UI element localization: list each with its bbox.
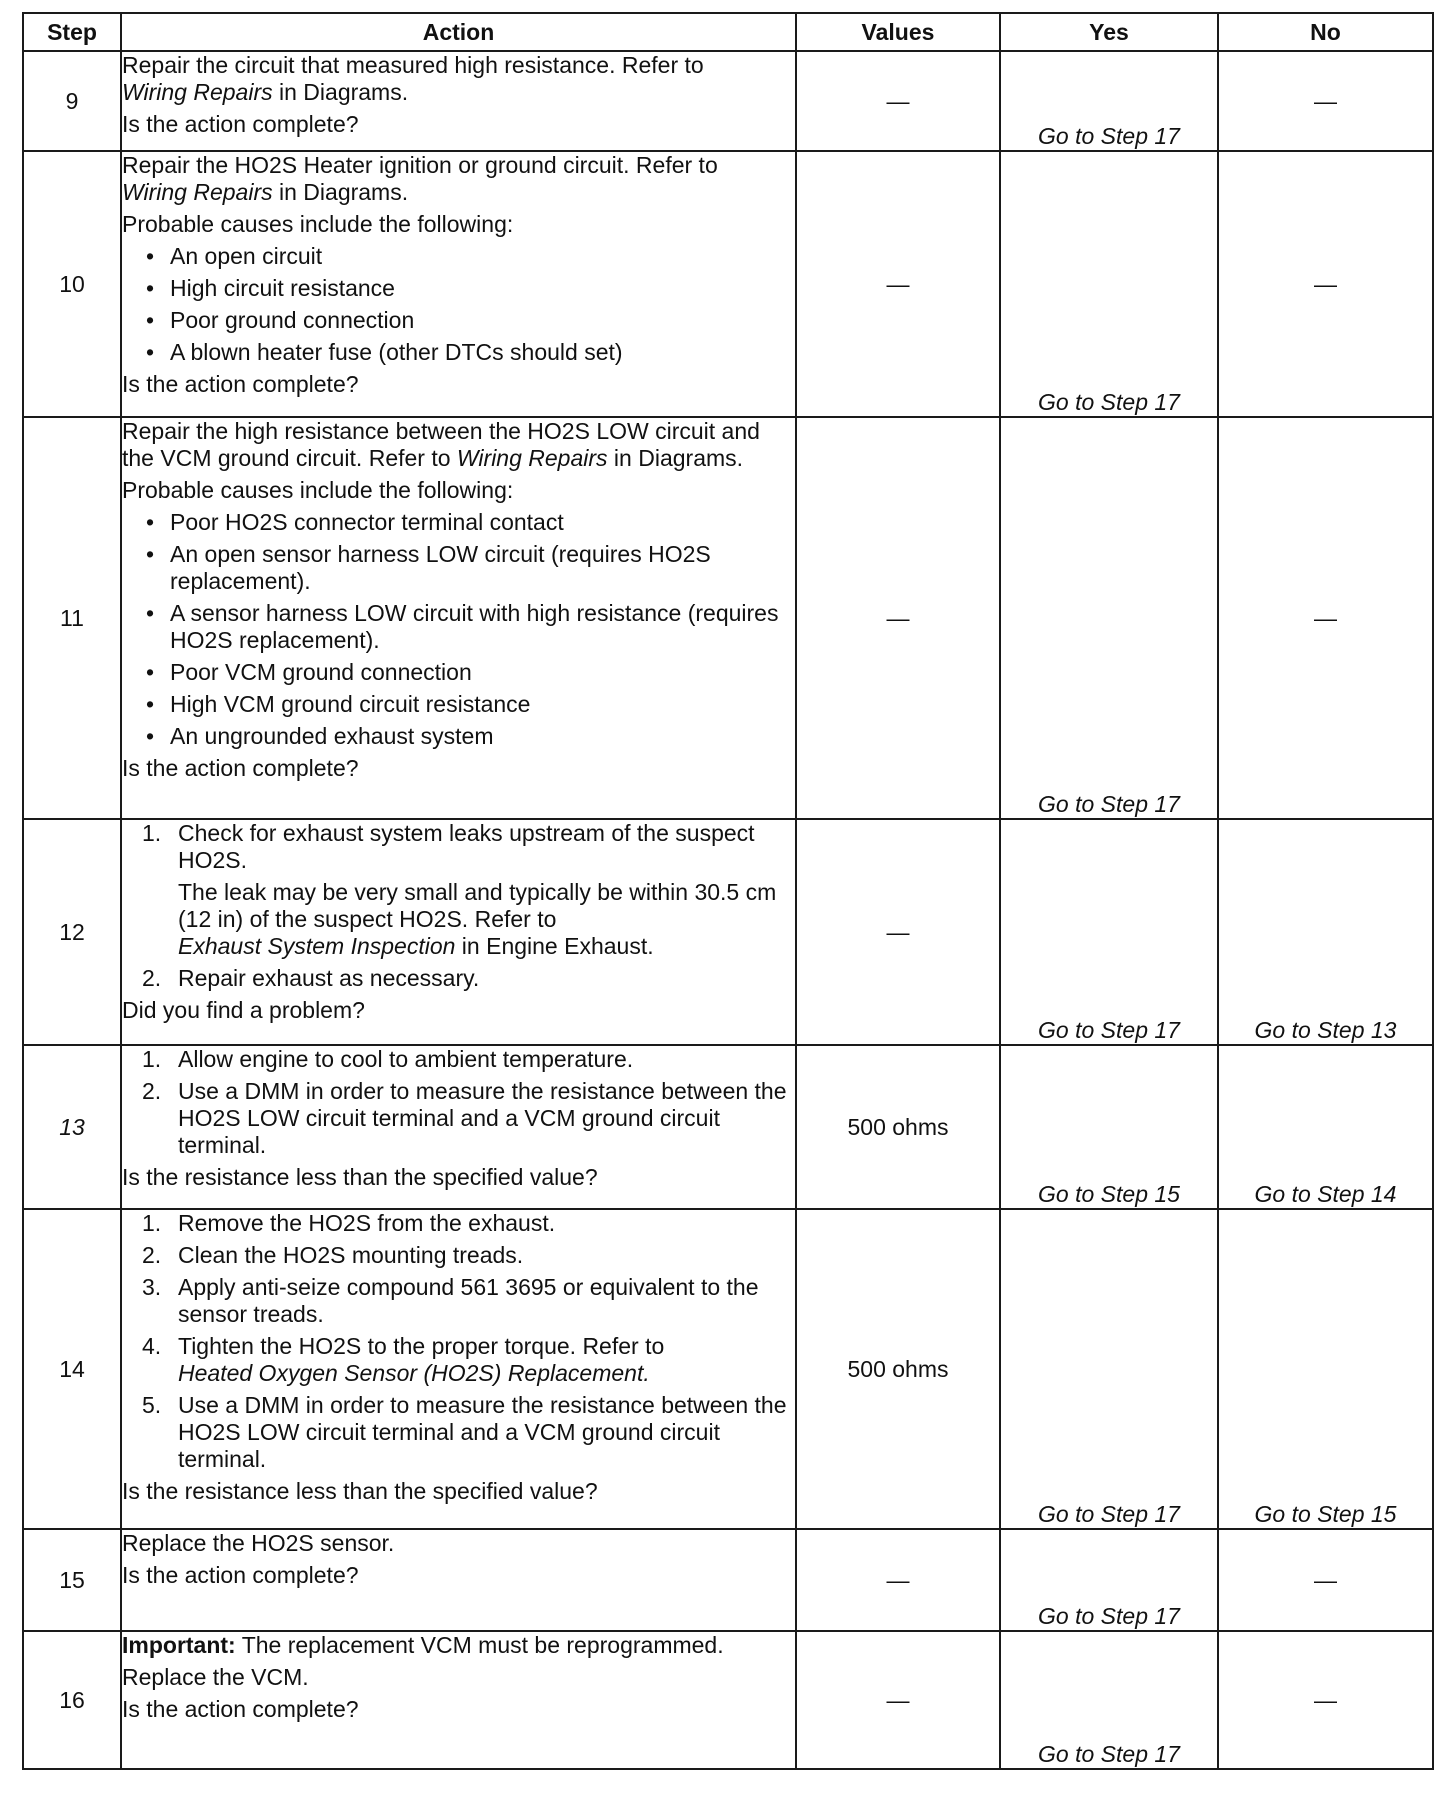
table-header-row [23, 13, 1433, 51]
table-row-step-10 [23, 151, 1433, 417]
action-cell [121, 51, 796, 151]
list-item: • High VCM ground circuit resistance [146, 691, 531, 717]
yes-cell: Go to Step 17 [1000, 51, 1218, 151]
list-item: 2. Use a DMM in order to measure the resistance between the HO2S LOW circuit terminal and a VCM ground circuit terminal. [142, 1078, 787, 1158]
yes-cell: Go to Step 17 [1000, 417, 1218, 819]
yes-cell: Go to Step 17 [1000, 819, 1218, 1045]
action-cell [121, 819, 796, 1045]
no-cell: — [1218, 1631, 1433, 1769]
values-cell: — [796, 151, 1000, 417]
important-note: Important: The replacement VCM must be reprogrammed. [122, 1632, 724, 1658]
list-item: 5. Use a DMM in order to measure the resistance between the HO2S LOW circuit terminal and a VCM ground circuit terminal. [142, 1392, 787, 1472]
values-cell: — [796, 1529, 1000, 1631]
no-cell: Go to Step 14 [1218, 1045, 1433, 1209]
list-item: 1. Remove the HO2S from the exhaust. [142, 1210, 556, 1236]
step-number: 10 [23, 151, 121, 417]
no-cell: — [1218, 1529, 1433, 1631]
no-cell: — [1218, 151, 1433, 417]
list-item: • An ungrounded exhaust system [146, 723, 494, 749]
header-action: Action [121, 13, 796, 51]
list-item: 4. Tighten the HO2S to the proper torque. Refer to Heated Oxygen Sensor (HO2S) Replacement. [142, 1333, 665, 1386]
diagnostic-table [22, 12, 1434, 1770]
list-item: 1. Check for exhaust system leaks upstream of the suspect HO2S. The leak may be very small and typically be within 30.5 cm (12 in) of the suspect HO2S. Refer to Exhaust System Inspection in Engine Exhaust. [122, 820, 795, 960]
action-question: Is the action complete? [122, 111, 359, 137]
action-lead: Probable causes include the following: [122, 477, 514, 503]
values-cell: 500 ohms [796, 1045, 1000, 1209]
important-label: Important: [122, 1632, 236, 1658]
reference: Wiring Repairs [122, 179, 273, 205]
list-item: • Poor VCM ground connection [146, 659, 472, 685]
header-yes: Yes [1000, 13, 1218, 51]
action-question: Is the resistance less than the specified value? [122, 1478, 598, 1504]
table-row-step-13 [23, 1045, 1433, 1209]
values-cell: — [796, 417, 1000, 819]
yes-cell: Go to Step 17 [1000, 1209, 1218, 1529]
action-question: Is the action complete? [122, 371, 359, 397]
action-intro: Repair the HO2S Heater ignition or ground circuit. Refer to Wiring Repairs in Diagrams. [122, 152, 718, 205]
action-line: Replace the VCM. [122, 1664, 309, 1690]
action-question: Is the action complete? [122, 1562, 359, 1588]
reference: Heated Oxygen Sensor (HO2S) Replacement. [178, 1360, 650, 1386]
action-intro: Repair the high resistance between the HO2S LOW circuit and the VCM ground circuit. Refer to Wiring Repairs in Diagrams. [122, 418, 760, 471]
action-question: Is the resistance less than the specified value? [122, 1164, 598, 1190]
reference: Wiring Repairs [122, 79, 273, 105]
list-item: 2. Clean the HO2S mounting treads. [142, 1242, 524, 1268]
list-item: • High circuit resistance [146, 275, 395, 301]
step-number: 14 [23, 1209, 121, 1529]
list-item: 3. Apply anti-seize compound 561 3695 or equivalent to the sensor treads. [142, 1274, 759, 1327]
values-cell: — [796, 1631, 1000, 1769]
table-row-step-16 [23, 1631, 1433, 1769]
table-row-step-9 [23, 51, 1433, 151]
header-step: Step [23, 13, 121, 51]
action-question: Is the action complete? [122, 755, 359, 781]
action-question: Is the action complete? [122, 1696, 359, 1722]
action-cell [121, 1529, 796, 1631]
list-item: 1. Allow engine to cool to ambient temperature. [142, 1046, 634, 1072]
yes-cell: Go to Step 17 [1000, 151, 1218, 417]
action-question: Did you find a problem? [122, 997, 365, 1023]
yes-cell: Go to Step 17 [1000, 1529, 1218, 1631]
action-cell [121, 151, 796, 417]
step-number: 15 [23, 1529, 121, 1631]
header-values: Values [796, 13, 1000, 51]
yes-cell: Go to Step 17 [1000, 1631, 1218, 1769]
action-line: Replace the HO2S sensor. [122, 1530, 395, 1556]
list-item: • A blown heater fuse (other DTCs should set) [146, 339, 623, 365]
list-item: • An open sensor harness LOW circuit (requires HO2S replacement). [146, 541, 711, 594]
action-cell [121, 417, 796, 819]
action-intro: Repair the circuit that measured high resistance. Refer to Wiring Repairs in Diagrams. [122, 52, 704, 105]
table-row-step-12 [23, 819, 1433, 1045]
list-item: • A sensor harness LOW circuit with high resistance (requires HO2S replacement). [146, 600, 779, 653]
action-cell [121, 1045, 796, 1209]
action-cell [121, 1209, 796, 1529]
list-item: • Poor ground connection [146, 307, 415, 333]
table-row-step-11 [23, 417, 1433, 819]
reference: Wiring Repairs [456, 445, 608, 471]
action-note: The leak may be very small and typically be within 30.5 cm (12 in) of the suspect HO2S. Refer to Exhaust System Inspection in Engine Exhaust. [178, 879, 777, 959]
list-item: 2. Repair exhaust as necessary. [142, 965, 480, 991]
step-number: 13 [23, 1045, 121, 1209]
list-item: • Poor HO2S connector terminal contact [146, 509, 564, 535]
action-cell [121, 1631, 796, 1769]
step-number: 9 [23, 51, 121, 151]
step-number: 16 [23, 1631, 121, 1769]
table-row-step-14 [23, 1209, 1433, 1529]
action-lead: Probable causes include the following: [122, 211, 514, 237]
values-cell: — [796, 51, 1000, 151]
no-cell: — [1218, 417, 1433, 819]
header-no: No [1218, 13, 1433, 51]
list-item: • An open circuit [146, 243, 323, 269]
no-cell: Go to Step 15 [1218, 1209, 1433, 1529]
step-number: 12 [23, 819, 121, 1045]
no-cell: — [1218, 51, 1433, 151]
step-number: 11 [23, 417, 121, 819]
yes-cell: Go to Step 15 [1000, 1045, 1218, 1209]
table-row-step-15 [23, 1529, 1433, 1631]
reference: Exhaust System Inspection [178, 933, 456, 959]
no-cell: Go to Step 13 [1218, 819, 1433, 1045]
values-cell: 500 ohms [796, 1209, 1000, 1529]
values-cell: — [796, 819, 1000, 1045]
